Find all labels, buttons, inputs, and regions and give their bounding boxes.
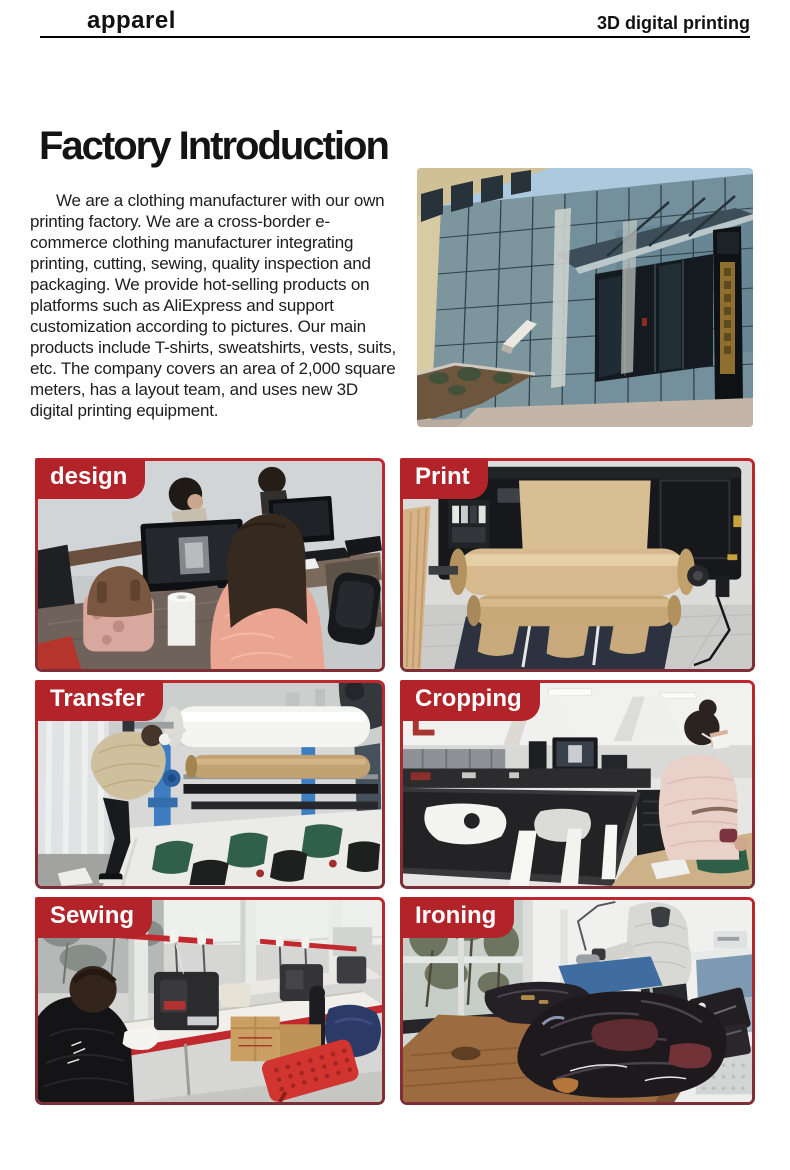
process-tag-cropping: Cropping <box>400 680 540 721</box>
factory-building-illustration <box>417 168 753 427</box>
brand-text: apparel <box>87 7 176 34</box>
page-title: Factory Introduction <box>39 124 388 168</box>
process-tag-design: design <box>35 458 145 499</box>
process-tag-print: Print <box>400 458 488 499</box>
process-photo-transfer <box>35 680 385 889</box>
tagline-text: 3D digital printing <box>597 13 750 33</box>
process-photo-grid <box>35 458 755 1105</box>
process-tag-transfer: Transfer <box>35 680 163 721</box>
process-photo-sewing <box>35 897 385 1105</box>
intro-paragraph: We are a clothing manufacturer with our own printing factory. We are a cross-border e-commerce clothing manufacturer integrating printing, cutting, sewing, quality inspection and packaging. We provide hot-selling products on platforms such as AliExpress and support customization according to pictures. Our main products include T-shirts, sweatshirts, vests, suits, etc. The company covers an area of 2,000 square meters, has a layout team, and uses new 3D digital printing equipment. <box>30 191 397 420</box>
process-photo-cropping <box>400 680 755 889</box>
process-tag-sewing: Sewing <box>35 897 152 938</box>
process-tag-ironing: Ironing <box>400 897 514 938</box>
process-photo-ironing <box>400 897 755 1105</box>
process-photo-print <box>400 458 755 672</box>
header-divider <box>40 36 750 38</box>
process-photo-design <box>35 458 385 672</box>
factory-exterior-photo <box>417 168 753 427</box>
